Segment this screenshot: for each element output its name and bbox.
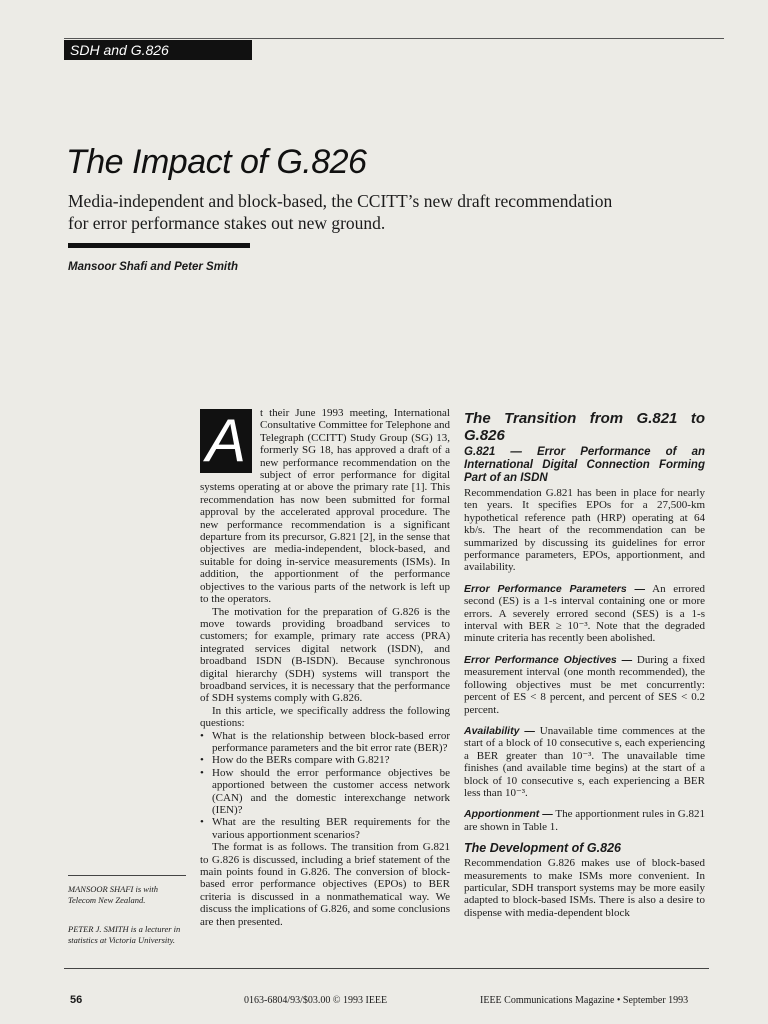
section-heading: The Transition from G.821 to G.826 <box>464 410 705 444</box>
author-bio-smith: PETER J. SMITH is a lecturer in statistics at Victoria University. <box>68 924 181 945</box>
article-subtitle: Media-independent and block-based, the CCITT’s new draft recommendation for error performance stakes out new ground. <box>68 191 613 233</box>
bio-rule <box>68 875 186 876</box>
right-column <box>464 410 705 919</box>
run-in-heading: Apportionment — <box>464 808 553 821</box>
g821-paragraph: Recommendation G.821 has been in place for nearly ten years. It specifies EPOs for a 27,500-km hypothetical reference path (HRP) operating at 64 kb/s. The heart of the recommendation can be summarized by discussing its guidelines for error performance parameters, EPOs, apportionment, and availability. <box>464 487 705 574</box>
apportionment-paragraph <box>464 808 705 833</box>
paragraph-text: During a fixed measurement interval (one month recommended), the following objectives must be met concurrently: percent of ES < 8 percent, and percent of SES < 0.2 percent. <box>464 653 706 716</box>
development-paragraph: Recommendation G.826 makes use of block-based measurements to make ISMs more convenient. In particular, SDH transport systems may be more easily adapted to block-based ISMs. There is also a desire to dispense with media-dependent block <box>464 857 705 919</box>
top-rule <box>64 38 724 39</box>
page-number: 56 <box>70 994 83 1006</box>
footer-journal: IEEE Communications Magazine • September 1993 <box>480 995 689 1006</box>
list-item: • How should the error performance objectives be apportioned between the customer access network (CAN) and the domestic interexchange network (IEN)? <box>200 767 450 817</box>
section-heading: The Development of G.826 <box>464 841 621 856</box>
questions-list <box>200 730 450 842</box>
list-item: • How do the BERs compare with G.821? <box>200 754 450 766</box>
paragraph-text: Unavailable time commences at the start of a block of 10 consecutive s, each experiencing a BER greater than 10⁻³. The unavailable time finishes (and available time begins) at the start of a block of 10 consecutive s, each experiencing a BER less than 10⁻³. <box>464 724 706 799</box>
drop-cap: A <box>200 409 252 473</box>
run-in-heading: Error Performance Objectives — <box>464 653 633 666</box>
objectives-paragraph <box>464 654 705 716</box>
author-bio-shafi: MANSOOR SHAFI is with Telecom New Zealand. <box>68 884 158 905</box>
paragraph-text: The apportionment rules in G.821 are shown in Table 1. <box>464 808 706 833</box>
availability-paragraph <box>464 725 705 799</box>
footer-rule <box>64 968 709 969</box>
footer-issn: 0163-6804/93/$03.00 © 1993 IEEE <box>244 995 388 1006</box>
paragraph-text: An errored second (ES) is a 1-s interval containing one or more errors. A severely errored second (SES) is a 1-s interval with BER ≥ 10⁻³. Note that the degraded minute criteria has recently been abolished. <box>464 582 705 645</box>
article-title: The Impact of G.826 <box>66 143 367 181</box>
list-item: • What are the resulting BER requirements for the various apportionment scenarios? <box>200 816 450 841</box>
title-rule <box>68 243 250 248</box>
intro-paragraph: t their June 1993 meeting, International Consultative Committee for Telephone and Telegraph (CCITT) Study Group (SG) 13, formerly SG 18, has approved a draft of a new performance recommendation on the subject of error performance for digital systems operating at or above the primary rate [1]. This recommendation has now been submitted for formal approval by the accelerated approval procedure. The new performance recommendation is a significant departure from its precursor, G.821 [2], in the sense that objectives are media-independent, block-based, and suitable for doing in-service measurements (ISMs). In addition, the apportionment of the performance objectives to the various parts of the network is left up to the operators. <box>200 407 450 606</box>
article-authors: Mansoor Shafi and Peter Smith <box>68 261 238 273</box>
motivation-paragraph: The motivation for the preparation of G.826 is the move towards providing broadband services to customers; for example, primary rate access (PRA) integrated services digital network (ISDN), and broadband ISDN (B-ISDN). Because synchronous digital hierarchy (SDH) systems will transport the broadband services, it is necessary that the performance of SDH systems comply with G.826. <box>200 605 450 705</box>
left-column <box>200 407 450 928</box>
subsection-heading: G.821 — Error Performance of an International Digital Connection Forming Part of an ISDN <box>464 446 705 484</box>
run-in-heading: Error Performance Parameters — <box>464 582 646 595</box>
run-in-heading: Availability — <box>464 724 535 737</box>
parameters-paragraph <box>464 583 705 645</box>
format-paragraph: The format is as follows. The transition from G.821 to G.826 is discussed, including a brief statement of the main points found in G.826. The conversion of block-based error performance objectives (EPOs) to BER criteria is discussed in a nonmathematical way. We discuss the implications of G.826, and some conclusions are then presented. <box>200 841 450 928</box>
list-item: • What is the relationship between block-based error performance parameters and the bit error rate (BER)? <box>200 730 450 755</box>
section-banner: SDH and G.826 <box>64 40 252 60</box>
questions-intro: In this article, we specifically address the following questions: <box>200 704 450 730</box>
